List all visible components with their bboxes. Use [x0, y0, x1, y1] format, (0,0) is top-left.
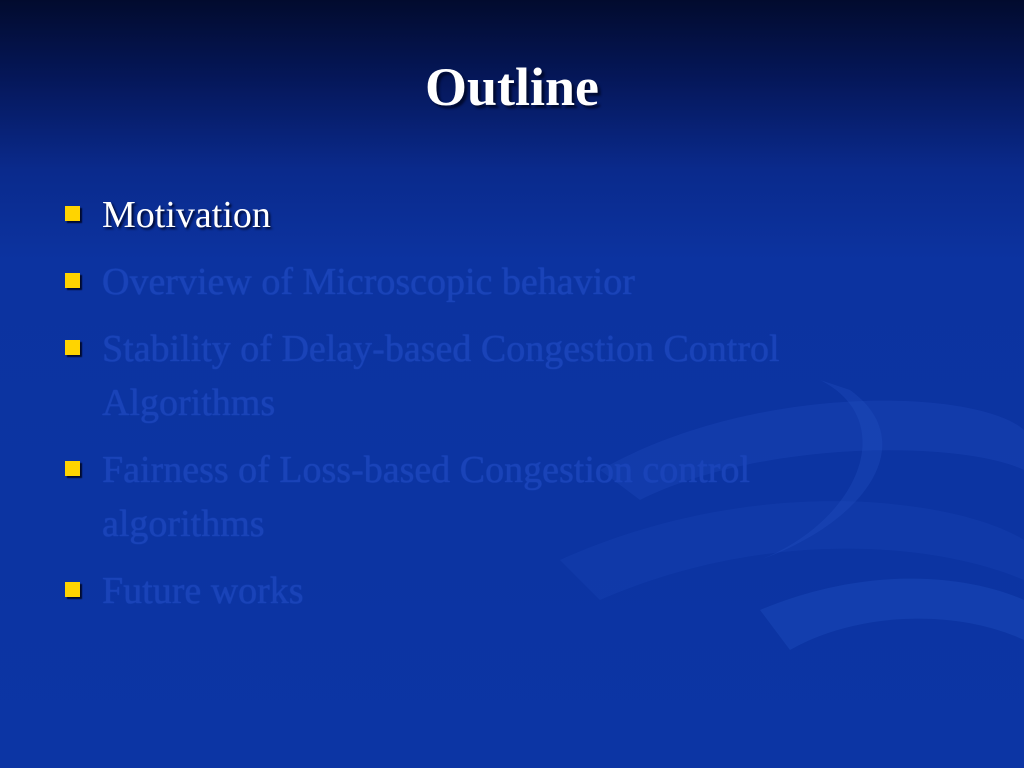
outline-item-microscopic-behavior	[60, 255, 920, 309]
outline-list	[60, 188, 920, 631]
outline-item-motivation	[60, 188, 920, 242]
square-bullet-icon	[65, 206, 80, 221]
outline-item-label: Future works	[102, 570, 304, 612]
outline-item-label: Motivation	[102, 194, 271, 236]
square-bullet-icon	[65, 273, 80, 288]
outline-item-loss-based-fairness	[60, 443, 920, 551]
outline-item-label: Stability of Delay-based Congestion Control Algorithms	[102, 328, 780, 424]
outline-item-label: Overview of Microscopic behavior	[102, 261, 635, 303]
square-bullet-icon	[65, 340, 80, 355]
square-bullet-icon	[65, 582, 80, 597]
outline-item-delay-based-stability	[60, 322, 920, 430]
slide-title: Outline	[424, 57, 600, 117]
outline-item-future-works	[60, 564, 920, 618]
square-bullet-icon	[65, 461, 80, 476]
outline-item-label: Fairness of Loss-based Congestion control algorithms	[102, 449, 751, 545]
